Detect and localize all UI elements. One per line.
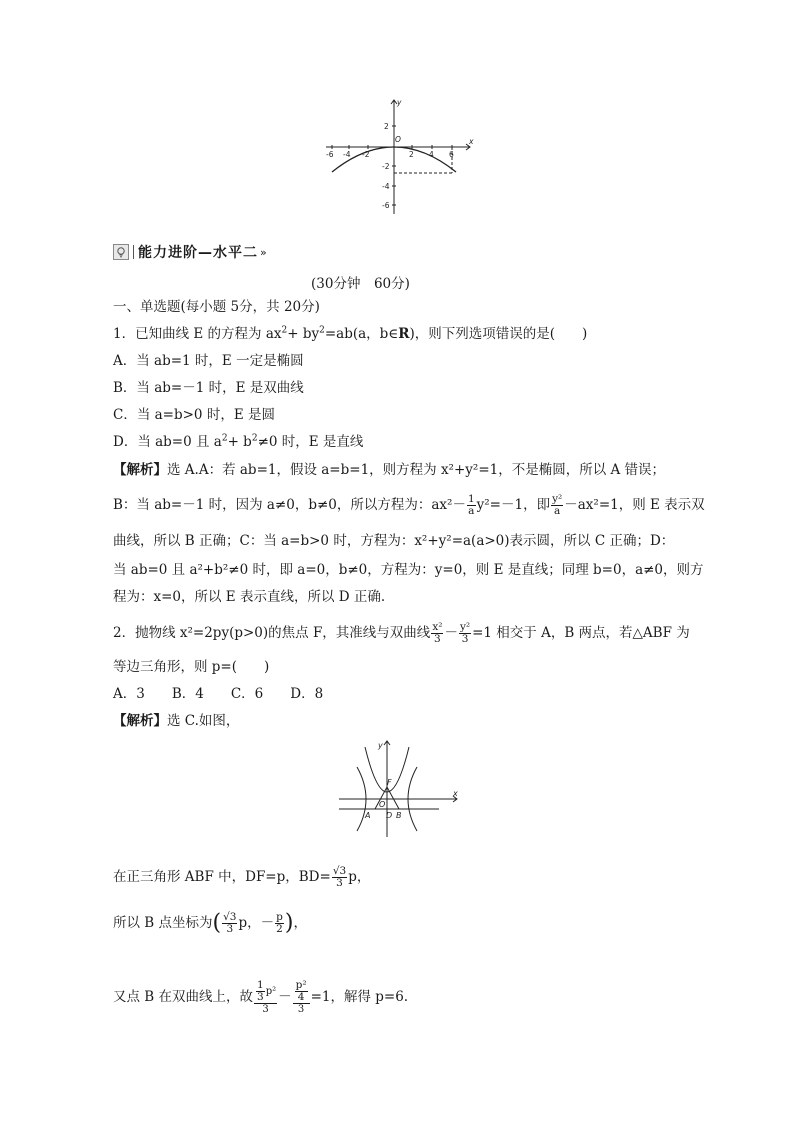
analysis-key: 【解析】	[113, 713, 167, 729]
f-label: F	[387, 778, 392, 787]
d-label: D	[386, 811, 393, 820]
part-heading: 一、单选题(每小题 5分，共 20分)	[113, 299, 320, 315]
section-header	[113, 243, 267, 261]
q1-answer-line1: 【解析】选 A.A：若 ab=1，假设 a=b=1，则方程为 x²+y²=1，不是椭圆，所以 A 错误；	[113, 462, 666, 478]
compound-fraction: $\frac{1}{3}$ p² 3	[254, 980, 277, 1015]
b-label: B	[396, 811, 402, 820]
fraction: $\frac{√3}{3}$	[332, 865, 347, 889]
time-score: (30分钟 60分)	[311, 276, 410, 292]
double-chevron-icon: »	[260, 245, 267, 259]
x-tick: 2	[409, 150, 414, 159]
section-title: 能力进阶—水平二	[138, 245, 258, 261]
origin-label: O	[379, 800, 386, 809]
q1-option-b: B．当 ab=－1 时，E 是双曲线	[113, 380, 304, 396]
parabola-graph	[318, 96, 478, 218]
fraction: $\frac{p}{2}$	[276, 911, 283, 935]
compound-fraction: $\frac{\frac{\text{p²}}{4}}{3}$	[293, 980, 310, 1015]
q2-coord-line: 所以 B 点坐标为( $\frac{√3}{3}$ p，－ $\frac{p}{2}$ )，	[113, 910, 307, 936]
y-label: y	[378, 741, 383, 750]
x-label: x	[469, 137, 474, 146]
y-tick: -2	[382, 162, 390, 171]
q1-option-d: D．当 ab=0 且 $a^2+ b^2\ne 0$ 时，E 是直线	[113, 433, 364, 450]
y-tick: 2	[384, 122, 389, 131]
y-label: y	[397, 98, 402, 107]
q2-answer-intro: 【解析】选 C.如图，	[113, 713, 240, 729]
x-tick: 6	[449, 150, 454, 159]
q1-answer-line5: 程为：x=0，所以 E 表示直线，所以 D 正确.	[113, 589, 386, 605]
fraction: $\frac{\text{y²}}{a}$	[552, 493, 563, 517]
analysis-key: 【解析】	[113, 462, 167, 478]
q1-stem: 1．已知曲线 E 的方程为 $ax^2+ by^2=ab(a$，b∈R)，则下列选项错误的是( )	[113, 325, 588, 342]
origin-label: O	[395, 135, 401, 144]
x-label: x	[453, 789, 458, 798]
fraction: $\frac{1}{a}$	[467, 493, 475, 517]
x-tick: -4	[343, 150, 351, 159]
q1-option-a: A．当 ab=1 时，E 一定是椭圆	[113, 353, 304, 369]
fraction: $\frac{\text{y²}}{3}$	[459, 621, 471, 645]
q1-answer-line4: 当 ab=0 且 a²+b²≠0 时，即 a=0，b≠0，方程为：y=0，则 E 是直线；同理 b=0，a≠0，则方	[113, 562, 704, 578]
q1-option-c: C．当 a=b>0 时，E 是圆	[113, 407, 275, 423]
a-label: A	[365, 811, 371, 820]
q2-stem-line2: 等边三角形，则 p=( )	[113, 659, 270, 675]
hyperbola-parabola-graph	[335, 737, 465, 839]
q2-options: A．3 B．4 C．6 D．8	[113, 686, 324, 702]
x-tick: -2	[362, 150, 370, 159]
fraction: $\frac{\text{x²}}{3}$	[432, 621, 443, 645]
x-tick: 4	[429, 150, 434, 159]
q2-final-line: 又点 B 在双曲线上，故 $\frac{1}{3}$ p² 3 － $\frac{\frac{\text{p²}}{4}}{3}$ =1，解得 p=6.	[113, 979, 409, 1015]
q2-stem: 2．抛物线 x²=2py(p>0)的焦点 F，其准线与双曲线 $\frac{\text{x²}}{3}$ － $\frac{\text{y²}}{3}$ =1 相交于 A，B 两点，若△ABF 为	[113, 621, 690, 645]
y-tick: -4	[382, 182, 390, 191]
q1-answer-line3: 曲线，所以 B 正确；C：当 a=b>0 时，方程为：x²+y²=a(a>0)表示圆，所以 C 正确；D：	[113, 533, 675, 549]
y-tick: -6	[382, 201, 390, 210]
x-tick: -6	[326, 150, 334, 159]
lightbulb-icon	[113, 244, 129, 260]
q1-answer-line2: B：当 ab=－1 时，因为 a≠0，b≠0，所以方程为：ax²－ $\frac{1}{a}$ y²=－1，即 $\frac{\text{y²}}{a}$ －ax²=1，则 E 表示双	[113, 493, 705, 517]
fraction: $\frac{√3}{3}$	[223, 911, 237, 935]
q2-triangle-line: 在正三角形 ABF 中，DF=p，BD= $\frac{√3}{3}$ p，	[113, 865, 371, 889]
